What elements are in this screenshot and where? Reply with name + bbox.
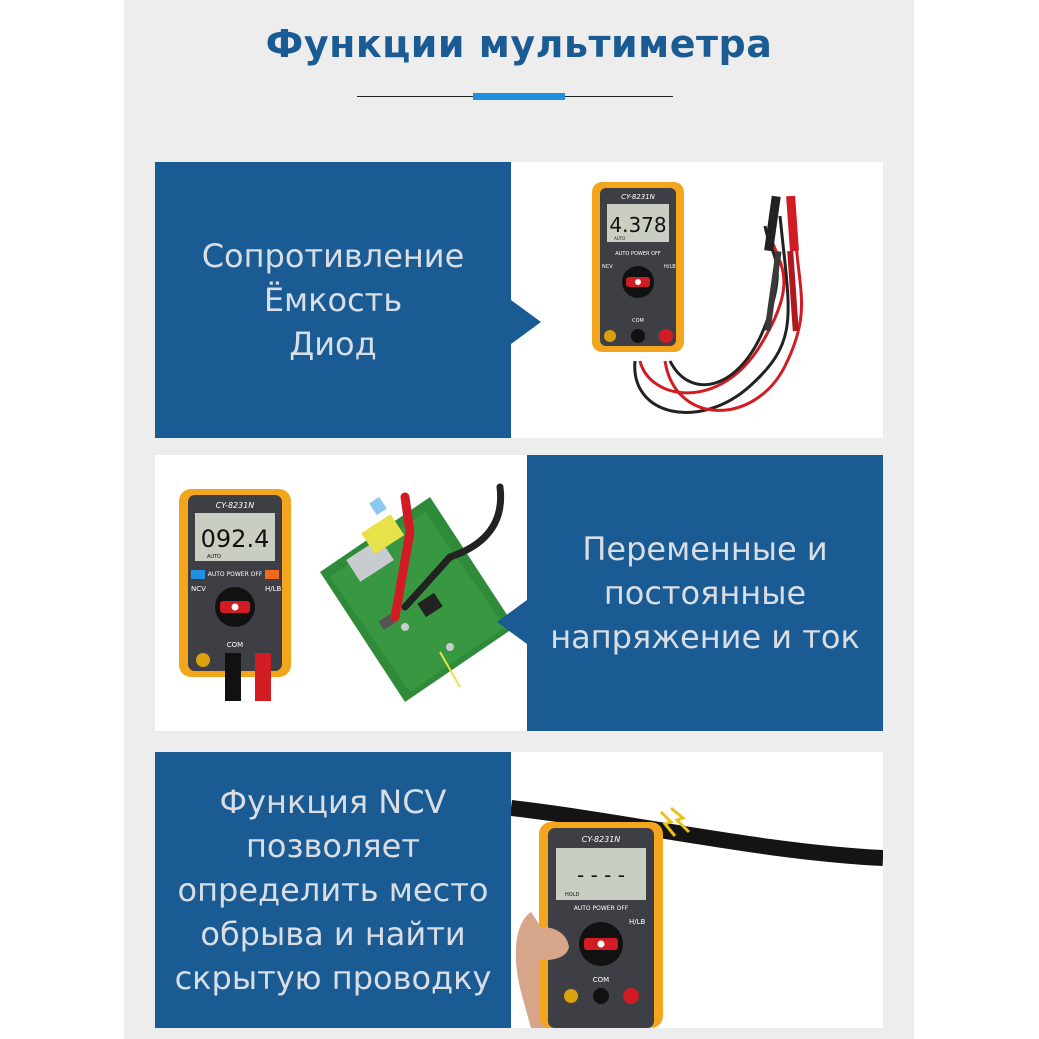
feature-panel-resistance — [155, 162, 883, 438]
auto-power-off-label: AUTO POWER OFF — [615, 251, 661, 257]
feature-line: Ёмкость — [263, 281, 403, 319]
hlb-label: H/LB — [629, 918, 646, 926]
feature-panel-ncv — [155, 752, 883, 1028]
feature-line: Переменные и — [582, 530, 828, 568]
multimeter-image — [175, 487, 295, 702]
ncv-label: NCV — [602, 264, 613, 270]
feature-line: постоянные — [603, 574, 807, 612]
feature-line: позволяет — [246, 827, 420, 865]
pointer-arrow — [511, 300, 541, 344]
ncv-detection-image — [511, 752, 883, 1028]
meter-reading: 092.4 — [200, 525, 270, 553]
meter-mode: AUTO — [614, 236, 626, 241]
feature-text-box — [155, 162, 511, 438]
hlb-label: H/LB — [664, 264, 676, 270]
com-label: COM — [632, 318, 644, 324]
circuit-board-image — [310, 477, 520, 707]
feature-panel-voltage-current — [155, 455, 883, 731]
meter-reading: 4.378 — [609, 213, 667, 237]
title-divider-accent — [473, 93, 565, 100]
meter-reading: - - - - — [577, 863, 625, 887]
meter-mode: HOLD — [565, 892, 580, 898]
feature-line: Диод — [289, 325, 377, 363]
ncv-label: NCV — [191, 585, 206, 593]
feature-text-box — [527, 455, 883, 731]
feature-line: определить место — [177, 871, 489, 909]
meter-model-label: CY-8231N — [215, 501, 255, 510]
feature-line: обрыва и найти — [200, 915, 466, 953]
hlb-label: H/LB — [265, 585, 282, 593]
meter-model-label: CY-8231N — [581, 835, 621, 844]
meter-model-label: CY-8231N — [621, 193, 655, 201]
page-title: Функции мультиметра — [265, 22, 773, 66]
feature-line: Сопротивление — [201, 237, 465, 275]
feature-line: Функция NCV — [219, 783, 447, 821]
title-divider-right — [565, 96, 673, 97]
com-label: COM — [592, 976, 610, 984]
feature-text-box — [155, 752, 511, 1028]
auto-power-off-label: AUTO POWER OFF — [207, 571, 263, 578]
com-label: COM — [226, 641, 244, 649]
feature-line: напряжение и ток — [550, 618, 860, 656]
pointer-arrow — [497, 600, 527, 644]
title-divider-left — [357, 96, 473, 97]
auto-power-off-label: AUTO POWER OFF — [573, 905, 629, 912]
meter-mode: AUTO — [207, 554, 222, 560]
feature-line: скрытую проводку — [174, 959, 492, 997]
multimeter-with-probes-image — [580, 176, 820, 426]
